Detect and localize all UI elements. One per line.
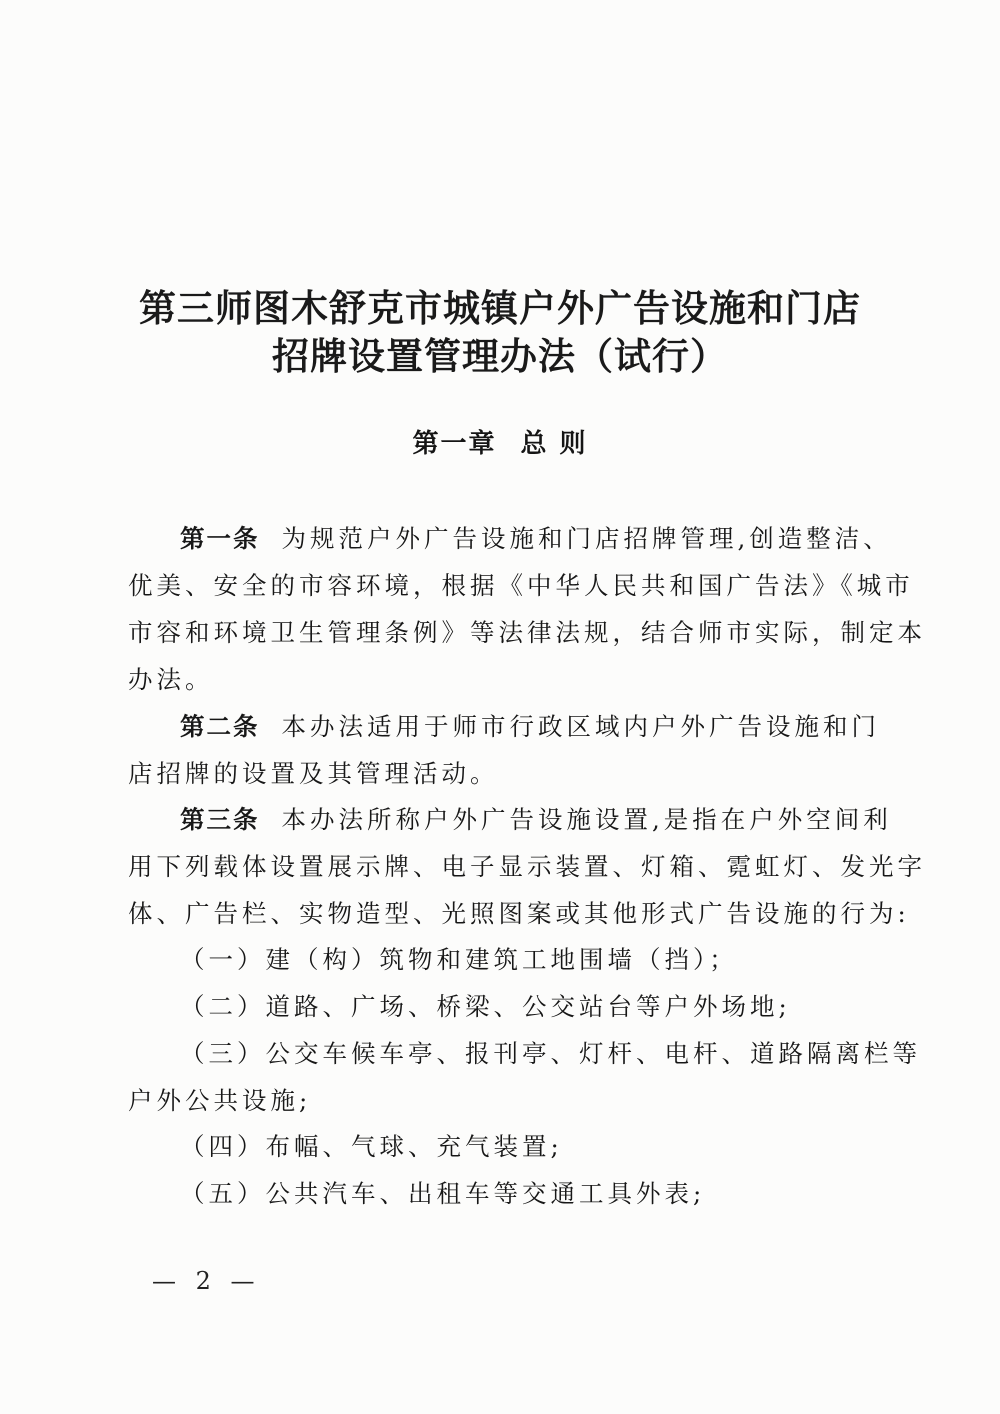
article-2-label: 第二条 [180, 712, 260, 741]
article-3-label: 第三条 [180, 805, 260, 834]
document-title-line-2: 招牌设置管理办法（试行） [272, 334, 728, 378]
list-item-2: （二）道路、广场、桥梁、公交站台等户外场地; [180, 992, 791, 1021]
chapter-name: 总 则 [520, 429, 588, 459]
article-1-line-4: 办法。 [128, 665, 214, 694]
article-2-line-2: 店招牌的设置及其管理活动。 [128, 759, 499, 788]
article-3-line-2: 用下列载体设置展示牌、电子显示装置、灯箱、霓虹灯、发光字 [128, 852, 926, 881]
chapter-number: 第一章 [412, 429, 497, 459]
article-3-line-1 [180, 801, 892, 836]
article-1-line-1 [180, 520, 892, 555]
page-number: — 2 — [152, 1267, 261, 1295]
article-1-label: 第一条 [180, 524, 260, 553]
article-1-line-2: 优美、安全的市容环境，根据《中华人民共和国广告法》《城市 [128, 571, 914, 600]
list-item-4: （四）布幅、气球、充气装置; [180, 1132, 563, 1161]
article-1-line-3: 市容和环境卫生管理条例》等法律法规，结合师市实际，制定本 [128, 618, 926, 647]
article-2-text-1: 本办法适用于师市行政区域内户外广告设施和门 [281, 712, 880, 741]
article-2-line-1 [180, 708, 880, 743]
list-item-3-continuation: 户外公共设施; [128, 1086, 312, 1115]
article-3-line-3: 体、广告栏、实物造型、光照图案或其他形式广告设施的行为: [128, 899, 910, 928]
list-item-3: （三）公交车候车亭、报刊亭、灯杆、电杆、道路隔离栏等 [180, 1039, 921, 1068]
article-3-text-1: 本办法所称户外广告设施设置,是指在户外空间利 [281, 805, 892, 834]
list-item-5: （五）公共汽车、出租车等交通工具外表; [180, 1179, 706, 1208]
list-item-1: （一）建（构）筑物和建筑工地围墙（挡）； [180, 945, 738, 974]
document-title-line-1: 第三师图木舒克市城镇户外广告设施和门店 [139, 286, 861, 330]
article-1-text-1: 为规范户外广告设施和门店招牌管理,创造整洁、 [281, 524, 892, 553]
chapter-heading [0, 423, 1000, 460]
